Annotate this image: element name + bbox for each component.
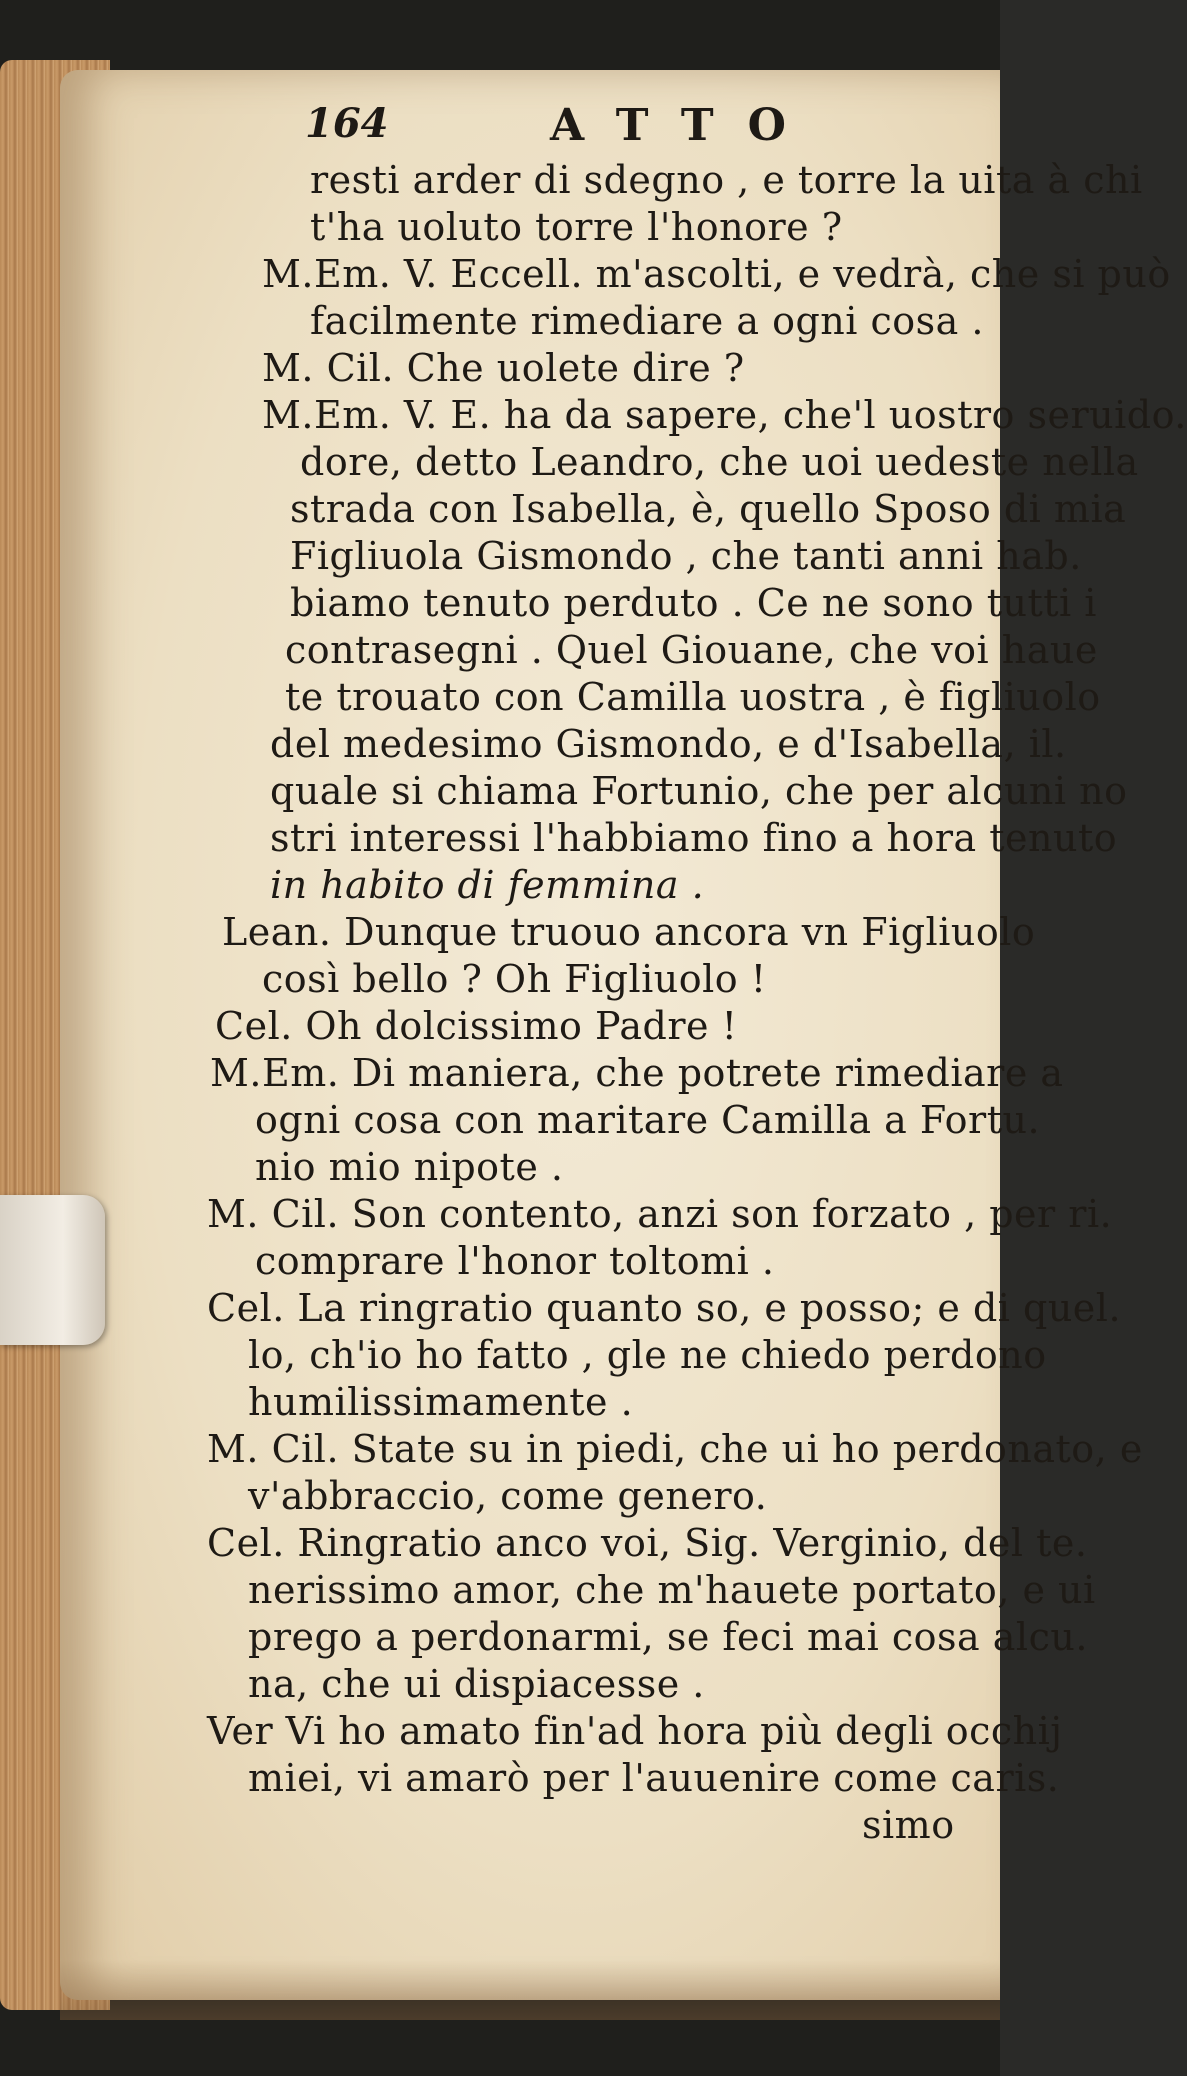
text-line: Ver Vi ho amato fin'ad hora più degli occhij [207, 1709, 1063, 1753]
text-line: miei, vi amarò per l'auuenire come caris. [248, 1756, 1060, 1800]
text-line: comprare l'honor toltomi . [255, 1239, 775, 1283]
text-line: dore, detto Leandro, che uoi uedeste nella [300, 440, 1139, 484]
text-line: M.Em. Di maniera, che potrete rimediare a [210, 1051, 1064, 1095]
text-line: Figliuola Gismondo , che tanti anni hab. [290, 534, 1082, 578]
text-line: del medesimo Gismondo, e d'Isabella, il. [270, 722, 1067, 766]
text-line: contrasegni . Quel Giouane, che voi haue [285, 628, 1098, 672]
text-line: M.Em. V. E. ha da sapere, che'l uostro seruido. [262, 393, 1187, 437]
text-line: strada con Isabella, è, quello Sposo di mia [290, 487, 1127, 531]
text-line: simo [862, 1803, 955, 1847]
text-line: biamo tenuto perduto . Ce ne sono tutti i [290, 581, 1097, 625]
text-line: resti arder di sdegno , e torre la uita à chi [310, 158, 1143, 202]
text-line: prego a perdonarmi, se feci mai cosa alcu. [248, 1615, 1088, 1659]
text-line: Cel. La ringratio quanto so, e posso; e di quel. [207, 1286, 1122, 1330]
text-line: nerissimo amor, che m'hauete portato, e ui [248, 1568, 1096, 1612]
text-line: M. Cil. State su in piedi, che ui ho perdonato, e [207, 1427, 1143, 1471]
text-line: facilmente rimediare a ogni cosa . [310, 299, 984, 343]
text-line: in habito di femmina . [270, 863, 705, 907]
text-line: na, che ui dispiacesse . [248, 1662, 705, 1706]
text-line: Cel. Oh dolcissimo Padre ! [215, 1004, 738, 1048]
text-line: Lean. Dunque truouo ancora vn Figliuolo [222, 910, 1036, 954]
text-line: stri interessi l'habbiamo fino a hora tenuto [270, 816, 1118, 860]
text-line: nio mio nipote . [255, 1145, 564, 1189]
text-line: v'abbraccio, come genero. [248, 1474, 768, 1518]
text-line: M. Cil. Son contento, anzi son forzato , per ri. [207, 1192, 1113, 1236]
text-line: M.Em. V. Eccell. m'ascolti, e vedrà, che si può [262, 252, 1171, 296]
text-line: così bello ? Oh Figliuolo ! [262, 957, 767, 1001]
text-line: Cel. Ringratio anco voi, Sig. Verginio, del te. [207, 1521, 1088, 1565]
text-line: t'ha uoluto torre l'honore ? [310, 205, 843, 249]
text-line: M. Cil. Che uolete dire ? [262, 346, 745, 390]
page-number: 164 [305, 100, 389, 147]
text-line: humilissimamente . [248, 1380, 634, 1424]
running-head: ATTO [550, 100, 820, 151]
text-line: ogni cosa con maritare Camilla a Fortu. [255, 1098, 1041, 1142]
text-line: quale si chiama Fortunio, che per alcuni no [270, 769, 1128, 813]
text-line: te trouato con Camilla uostra , è figliuolo [285, 675, 1101, 719]
text-line: lo, ch'io ho fatto , gle ne chiedo perdono [248, 1333, 1047, 1377]
